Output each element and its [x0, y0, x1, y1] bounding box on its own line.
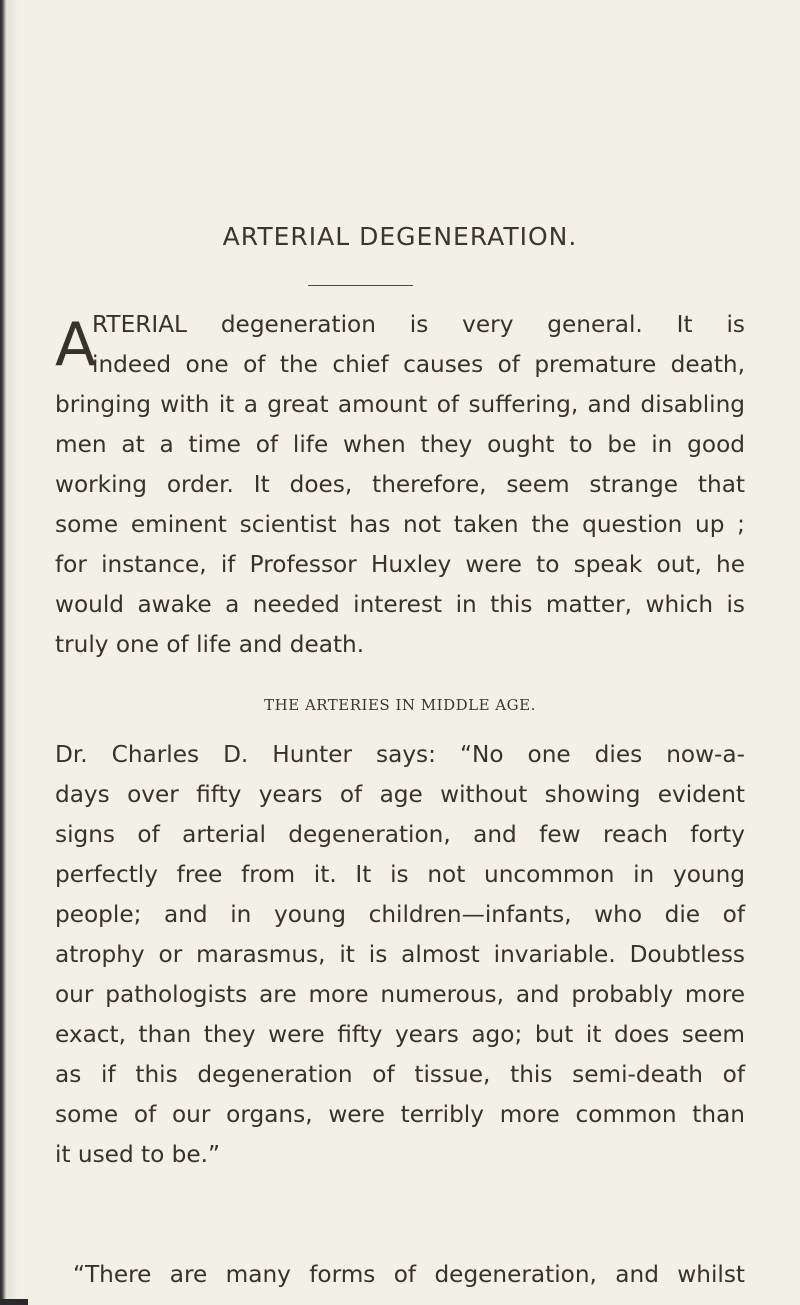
text-line: our pathologists are more numerous, and probably more: [55, 981, 745, 1008]
book-page: [55, 0, 745, 1305]
page-corner: [0, 1299, 28, 1305]
text-line: atrophy or marasmus, it is almost invariable. Doubtless: [55, 941, 745, 968]
text-line: men at a time of life when they ought to be in good: [55, 431, 745, 458]
text-line: “There are many forms of degeneration, and whilst: [73, 1261, 745, 1288]
text-line: it used to be.”: [55, 1141, 221, 1168]
title-rule: [308, 285, 413, 286]
text-line: perfectly free from it. It is not uncommon in young: [55, 861, 745, 888]
text-line: would awake a needed interest in this matter, which is: [55, 591, 745, 618]
text-line: bringing with it a great amount of suffering, and disabling: [55, 391, 745, 418]
section-subheading: THE ARTERIES IN MIDDLE AGE.: [264, 696, 536, 714]
text-line: people; and in young children—infants, who die of: [55, 901, 745, 928]
chapter-title: ARTERIAL DEGENERATION.: [222, 222, 578, 251]
text-line: truly one of life and death.: [55, 631, 365, 658]
text-line: for instance, if Professor Huxley were to speak out, he: [55, 551, 745, 578]
text-line: RTERIAL degeneration is very general. It is: [92, 311, 745, 338]
page-gutter-shadow: [8, 0, 18, 1305]
text-line: some eminent scientist has not taken the question up ;: [55, 511, 745, 538]
text-line: working order. It does, therefore, seem strange that: [55, 471, 745, 498]
text-line: signs of arterial degeneration, and few reach forty: [55, 821, 745, 848]
drop-cap: A: [55, 310, 97, 380]
quote-paragraph: [55, 735, 745, 1175]
page-binding-edge: [0, 0, 8, 1305]
text-line: Dr. Charles D. Hunter says: “No one dies now-a-: [55, 741, 745, 768]
text-line: days over fifty years of age without showing evident: [55, 781, 745, 808]
text-line: some of our organs, were terribly more common than: [55, 1101, 745, 1128]
intro-paragraph: [55, 305, 745, 665]
text-line: indeed one of the chief causes of premature death,: [92, 351, 745, 378]
text-line: as if this degeneration of tissue, this semi-death of: [55, 1061, 745, 1088]
text-line: exact, than they were fifty years ago; but it does seem: [55, 1021, 745, 1048]
final-paragraph: [55, 1255, 745, 1295]
